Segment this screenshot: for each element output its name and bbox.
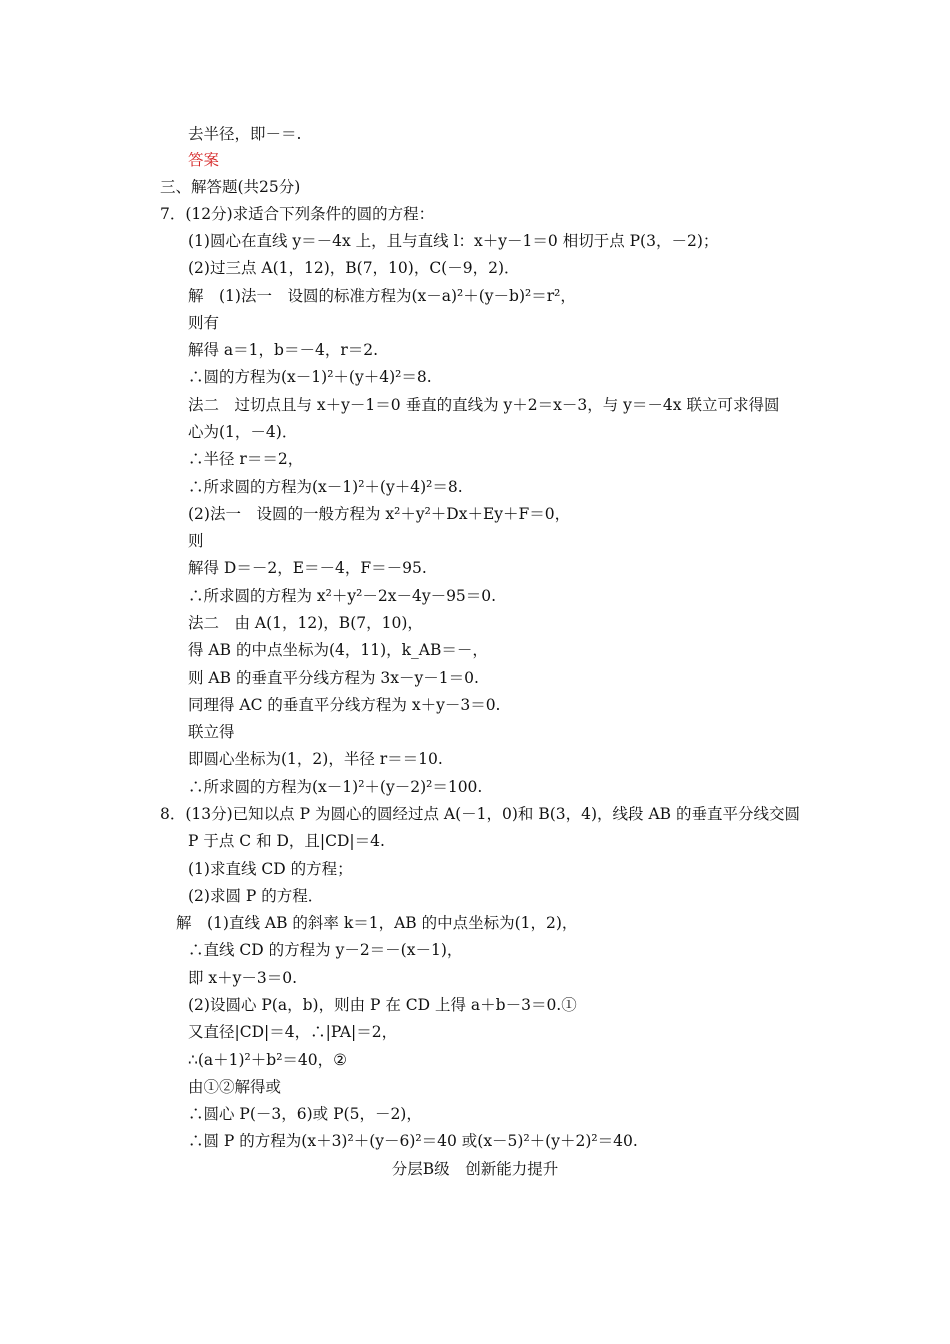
- text-line: P 于点 C 和 D，且|CD|＝4.: [188, 832, 385, 850]
- text-line: 即 x＋y－3＝0.: [188, 969, 298, 987]
- text-line: 联立得: [188, 723, 235, 741]
- text-line: 则: [188, 532, 204, 550]
- text-line: 得 AB 的中点坐标为(4，11)，k_AB＝－，: [188, 641, 488, 659]
- text-line: 解得 a＝1，b＝－4，r＝2.: [188, 341, 379, 359]
- text-line: 则有: [188, 314, 220, 332]
- section-footer-heading: 分层B级 创新能力提升: [391, 1160, 559, 1178]
- text-line: 同理得 AC 的垂直平分线方程为 x＋y－3＝0.: [188, 696, 501, 714]
- text-line: ∴所求圆的方程为(x－1)²＋(y＋4)²＝8.: [188, 478, 463, 496]
- text-line: 则 AB 的垂直平分线方程为 3x－y－1＝0.: [188, 669, 479, 687]
- text-line: ∴圆的方程为(x－1)²＋(y＋4)²＝8.: [188, 368, 432, 386]
- text-line: ∴圆心 P(－3，6)或 P(5，－2)，: [188, 1105, 422, 1123]
- text-line: 解 (1)法一 设圆的标准方程为(x－a)²＋(y－b)²＝r²，: [188, 287, 576, 305]
- text-line: 解 (1)直线 AB 的斜率 k＝1，AB 的中点坐标为(1，2)，: [176, 914, 578, 932]
- text-line: 心为(1，－4)．: [188, 423, 298, 441]
- text-line: (2)法一 设圆的一般方程为 x²＋y²＋Dx＋Ey＋F＝0，: [188, 505, 571, 523]
- text-line: 解得 D＝－2，E＝－4，F＝－95.: [188, 559, 427, 577]
- text-line: ∴半径 r＝＝2，: [188, 450, 304, 468]
- text-line: (1)求直线 CD 的方程；: [188, 860, 353, 878]
- section-heading: 三、解答题(共25分): [160, 178, 301, 196]
- text-line: (2)设圆心 P(a，b)，则由 P 在 CD 上得 a＋b－3＝0.①: [188, 996, 577, 1014]
- text-line: (2)求圆 P 的方程．: [188, 887, 324, 905]
- text-line: 又直径|CD|＝4，∴|PA|＝2，: [188, 1023, 398, 1041]
- text-line: (2)过三点 A(1，12)，B(7，10)，C(－9，2)．: [188, 259, 520, 277]
- answer-label: 答案: [188, 151, 220, 169]
- text-line: ∴直线 CD 的方程为 y－2＝－(x－1)，: [188, 941, 463, 959]
- text-line: 去半径，即－＝.: [188, 125, 302, 143]
- text-line: ∴所求圆的方程为(x－1)²＋(y－2)²＝100.: [188, 778, 483, 796]
- question-8: 8．(13分)已知以点 P 为圆心的圆经过点 A(－1，0)和 B(3，4)，线段 AB 的垂直平分线交圆: [160, 805, 800, 823]
- text-line: ∴圆 P 的方程为(x＋3)²＋(y－6)²＝40 或(x－5)²＋(y＋2)²＝40.: [188, 1132, 638, 1150]
- text-line: 法二 由 A(1，12)，B(7，10)，: [188, 614, 423, 632]
- question-7: 7．(12分)求适合下列条件的圆的方程：: [160, 205, 435, 223]
- text-line: ∴(a＋1)²＋b²＝40，②: [188, 1051, 348, 1069]
- text-line: 由①②解得或: [188, 1078, 282, 1096]
- text-line: ∴所求圆的方程为 x²＋y²－2x－4y－95＝0.: [188, 587, 497, 605]
- text-line: 即圆心坐标为(1，2)，半径 r＝＝10.: [188, 750, 443, 768]
- text-line: 法二 过切点且与 x＋y－1＝0 垂直的直线为 y＋2＝x－3，与 y＝－4x 联立可求得圆: [188, 396, 780, 414]
- text-line: (1)圆心在直线 y＝－4x 上，且与直线 l：x＋y－1＝0 相切于点 P(3，－2)；: [188, 232, 719, 250]
